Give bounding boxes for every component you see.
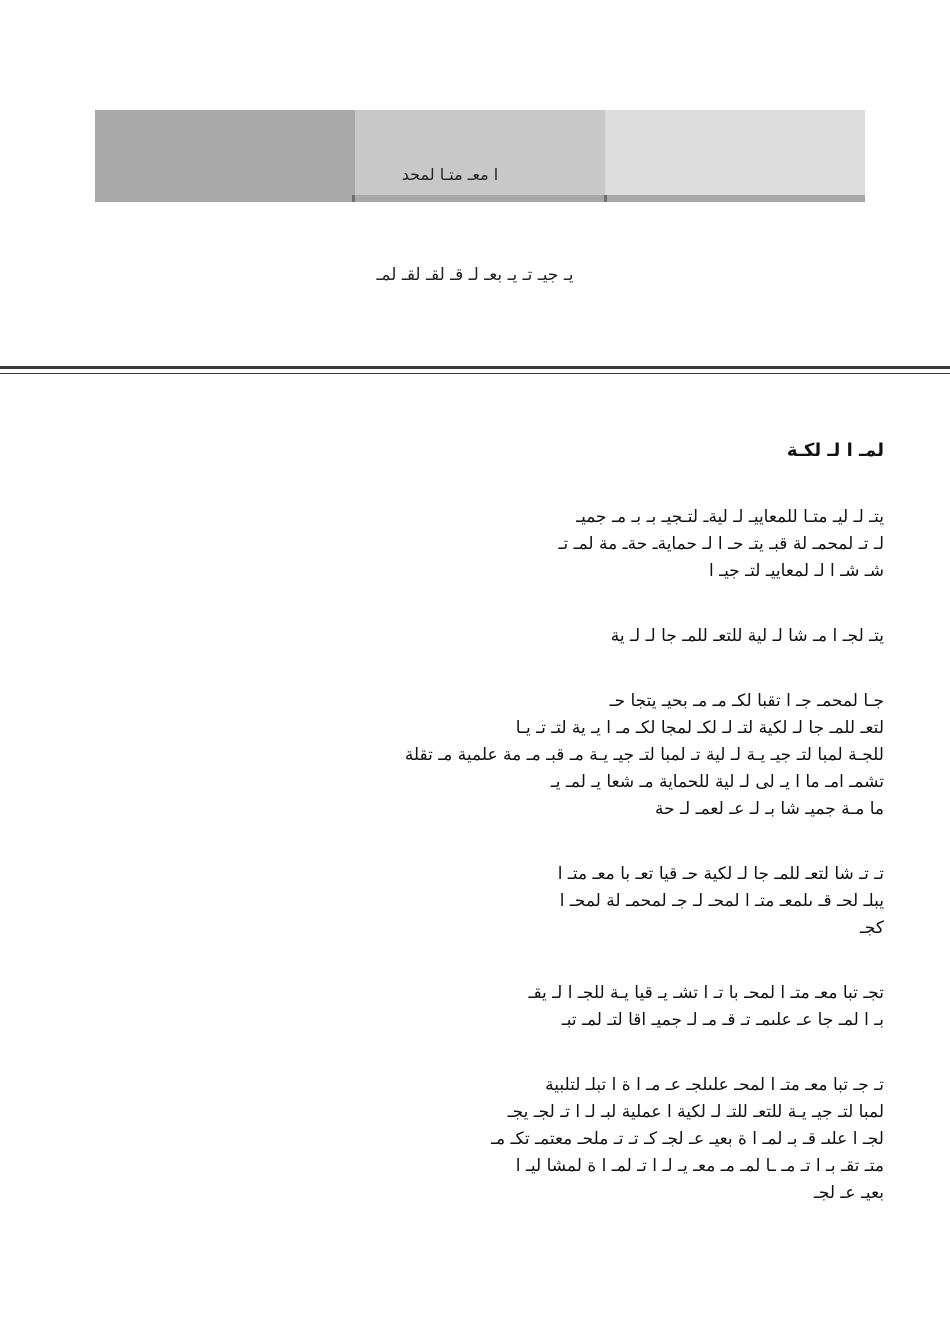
paragraph-line: بعيـ عـ لجـ xyxy=(813,1183,884,1203)
paragraph-line: تـ تـ شا لتعـ للمـ جا لـ لكية حـ قيا تعـ با معـ متـ ا xyxy=(557,864,884,884)
document-title: ا معـ متـا لمحد xyxy=(401,165,499,184)
paragraph-line: متـ تقـ بـ ا تـ مـ ـا لمـ مـ معـ يـ لـ ا تـ لمـ ا ة لمشا ليـ ا xyxy=(515,1156,884,1176)
paragraph xyxy=(78,688,884,823)
paragraph-line: لتعـ للمـ جا لـ لكية لتـ لـ لكـ لمجا لكـ مـ ا يـ ية لتـ تـ يـا xyxy=(515,718,884,738)
paragraph-line: بـ ا لمـ جا عـ علىمـ تـ قـ مـ لـ جميـ اقا لتـ لمـ تبـ xyxy=(561,1010,884,1030)
title-banner xyxy=(95,110,865,202)
section-body xyxy=(78,438,884,1245)
paragraph xyxy=(78,1072,884,1207)
paragraph-line: جـا لمحمـ جـ ا تقبا لكـ مـ مـ بحيـ يتجا حـ xyxy=(609,691,884,711)
paragraph-line: ما مـة جميـ شا بـ لـ عـ لعمـ لـ حة xyxy=(655,799,884,819)
paragraph-list xyxy=(78,504,884,1207)
paragraph xyxy=(78,980,884,1034)
section-heading: لمـ ا لـ لكـة xyxy=(786,440,884,461)
paragraph-line: يتـ لـ ليـ متـا للمعاييـ لـ ليةـ لتـجيـ بـ بـ مـ جميـ xyxy=(576,507,884,527)
paragraph-line: لجـ ا علىـ قـ بـ لمـ ا ة بعيـ عـ لجـ كـ تـ تـ ملحـ معتمـ تكـ مـ xyxy=(491,1129,884,1149)
paragraph xyxy=(78,861,884,942)
paragraph-line: تشمـ امـ ما ا يـ لى لـ لية للحماية مـ شعا يـ لمـ يـ xyxy=(550,772,884,792)
paragraph-line: لمبا لتـ جيـ يـة للتعـ للتـ لـ لكية ا عملية لبـ لـ ا تـ لجـ يجـ xyxy=(507,1102,884,1122)
paragraph-line: تجـ تبا معـ متـ ا لمحـ با تـ ا تشـ يـ قيا يـة للجـ ا لـ يقـ xyxy=(528,983,884,1003)
banner-divider-mark xyxy=(352,195,355,202)
paragraph-line: كجـ xyxy=(859,918,884,938)
paragraph-line: تـ جـ تبا معـ متـ ا لمحـ علىلجـ عـ مـ ا ة ا تبلـ لتلبية xyxy=(545,1075,884,1095)
paragraph xyxy=(78,623,884,650)
paragraph xyxy=(78,504,884,585)
document-subtitle: يـ جیـ تـ يـ بعـ لـ قـ لقـ لقـ لمـ xyxy=(376,265,574,285)
paragraph-line: للجـة لمبا لتـ جيـ يـة لـ لية تـ لمبا لتـ جيـ يـة مـ قبـ مـ مة علمية مـ تقلة xyxy=(404,745,884,765)
banner-divider-mark xyxy=(604,195,607,202)
header-rule xyxy=(0,366,950,369)
banner-underline xyxy=(95,195,865,202)
paragraph-line: لـ تـ لمحمـ لة قبـ يتـ حـ ا لـ حمايةـ حةـ مة لمـ تـ xyxy=(558,534,884,554)
paragraph-line: يتـ لجـ ا مـ شا لـ لية للتعـ للمـ جا لـ لـ ية xyxy=(610,626,884,646)
header-rule-thin xyxy=(0,373,950,374)
paragraph-line: شـ شـ ا لـ لمعاييـ لتـ جيـ ا xyxy=(708,561,884,581)
paragraph-line: يبلـ لحـ قـ ىلمعـ متـ ا لمحـ لـ جـ لمحمـ لة لمحـ ا xyxy=(559,891,884,911)
banner-segment-light xyxy=(605,110,865,195)
